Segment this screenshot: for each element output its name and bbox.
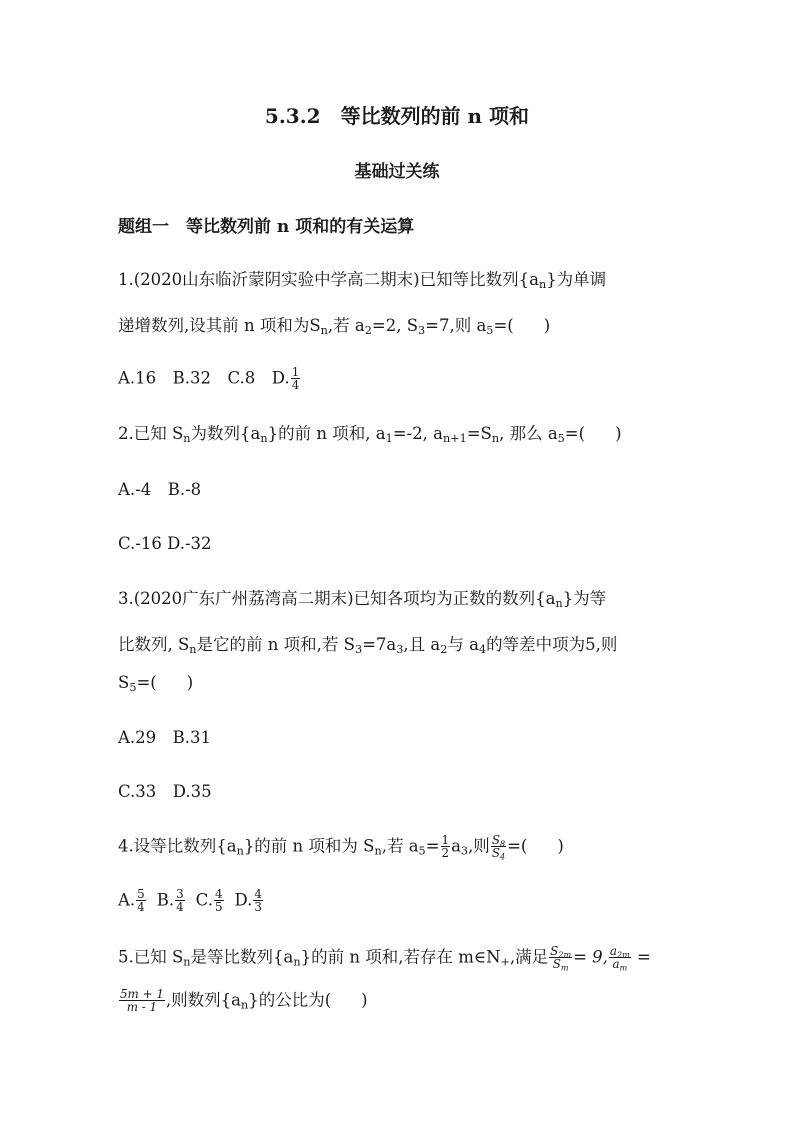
q1-line2: 递增数列,设其前 n 项和为$S_n$,若 $a_2=2$, $S_3=7$,则 $a_5=$( ) <box>118 316 551 338</box>
q4-optA-fraction: $\frac{5}{4}$ <box>137 887 145 915</box>
q4-stem: 4.设等比数列$\{a_n\}$的前 n 项和为 $S_n$,若 $a_5=$ $\frac{1}{2}$ $a_3$,则 $\frac{S_8}{S_4}$ =( ) <box>118 833 564 862</box>
q2-options-2: C.-16 D.-32 <box>118 534 212 553</box>
q3-line2: 比数列, $S_n$是它的前 n 项和,若 $S_3=7a_3$,且 $a_2$与 $a_4$的等差中项为5,则 <box>118 635 618 657</box>
q2-stem: 2.已知 $S_n$为数列$\{a_n\}$的前 n 项和, $a_1=-2$, $a_{n+1}=S_n$, 那么 $a_5=$( ) <box>118 424 622 446</box>
q2-options-1: A.-4 B.-8 <box>118 480 202 499</box>
q3-options-1: A.29 B.31 <box>118 728 212 747</box>
q5-fraction-5m1-m1: $\frac{5m + 1}{m - 1}$ <box>120 987 164 1015</box>
q5-fraction-a2m-am: $\frac{a_{2m}}{a_m}$ <box>609 944 630 973</box>
q3-line3: $S_5=$( ) <box>118 673 194 695</box>
q1-line1: 1.(2020山东临沂蒙阴实验中学高二期末)已知等比数列$\{a_n\}$为单调 <box>118 270 607 292</box>
page-subtitle: 基础过关练 <box>354 162 440 182</box>
q4-fraction-s8-s4: $\frac{S_8}{S_4}$ <box>491 833 506 862</box>
q5-line1: 5.已知 $S_n$是等比数列$\{a_n\}$的前 n 项和,若存在 $m\in N_+$,满足 $\frac{S_{2m}}{S_m}$ = 9, $\frac{a_{2m}}{a_m}$ = <box>118 944 651 973</box>
q4-fraction-half: $\frac{1}{2}$ <box>441 833 450 861</box>
q4-optD-fraction: $\frac{4}{3}$ <box>254 887 262 915</box>
q1-options: A.16 B.32 C.8 D. $\frac{1}{4}$ <box>118 365 300 393</box>
q5-fraction-s2m-sm: $\frac{S_{2m}}{S_m}$ <box>550 944 572 973</box>
section-heading: 题组一 等比数列前 n 项和的有关运算 <box>118 217 415 237</box>
q4-optB-fraction: $\frac{3}{4}$ <box>176 887 184 915</box>
q4-optC-fraction: $\frac{4}{5}$ <box>214 887 223 915</box>
page-title: 5.3.2 等比数列的前 n 项和 <box>264 104 530 128</box>
q5-line2: $\frac{5m + 1}{m - 1}$ ,则数列$\{a_n\}$的公比为( ) <box>120 987 368 1015</box>
q4-options: A. $\frac{5}{4}$ B. $\frac{3}{4}$ C. $\frac{4}{5}$ D. $\frac{4}{3}$ <box>118 887 262 915</box>
q1-optD-fraction: $\frac{1}{4}$ <box>291 365 300 393</box>
q3-options-2: C.33 D.35 <box>118 782 212 801</box>
q3-line1: 3.(2020广东广州荔湾高二期末)已知各项均为正数的数列$\{a_n\}$为等 <box>118 589 607 611</box>
